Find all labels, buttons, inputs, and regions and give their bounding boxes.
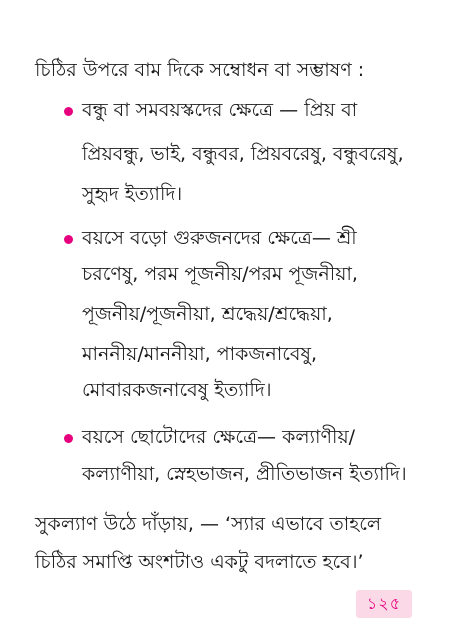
closing-line-2: চিঠির সমাপ্তি অংশটাও একটু বদলাতে হবে।’ — [35, 551, 364, 573]
bullet-2-line-3: পূজনীয়/পূজনীয়া, শ্রদ্ধেয়/শ্রদ্ধেয়া, — [82, 303, 333, 325]
bullet-1-line-1: বন্ধু বা সমবয়স্কদের ক্ষেত্রে — প্রিয় বা — [82, 99, 358, 121]
bullet-2-line-4 — [82, 342, 407, 366]
closing-line-1: সুকল্যাণ উঠে দাঁড়ায়, — ‘স্যার এভাবে তাহলে — [35, 513, 382, 535]
section-heading: চিঠির উপরে বাম দিকে সম্বোধন বা সম্ভাষণ : — [35, 59, 365, 81]
bullet-3-line-1: বয়সে ছোটোদের ক্ষেত্রে— কল্যাণীয়/ — [82, 426, 356, 448]
page-number: ১২৫ — [356, 590, 412, 618]
bullet-2-line-4-text: মাননীয়/মাননীয়া, পাকজনাবেষু, — [82, 343, 318, 365]
bullet-icon — [64, 107, 73, 116]
bullet-1-line-2: প্রিয়বন্ধু, ভাই, বন্ধুবর, প্রিয়বরেষু, বন্ধুবরেষু, — [82, 143, 404, 165]
bullet-2-line-5: মোবারকজনাবেষু ইত্যাদি। — [82, 379, 272, 401]
bullet-icon — [64, 235, 73, 244]
bullet-2-line-2: চরণেষু, পরম পূজনীয়/পরম পূজনীয়া, — [82, 263, 358, 285]
bullet-3-line-2: কল্যাণীয়া, স্নেহভাজন, প্রীতিভাজন ইত্যাদি। — [82, 463, 407, 485]
bullet-1-line-3: সুহৃদ ইত্যাদি। — [82, 183, 183, 205]
bullet-icon — [64, 434, 73, 443]
bullet-2-line-1: বয়সে বড়ো গুরুজনদের ক্ষেত্রে— শ্রী — [82, 227, 357, 249]
